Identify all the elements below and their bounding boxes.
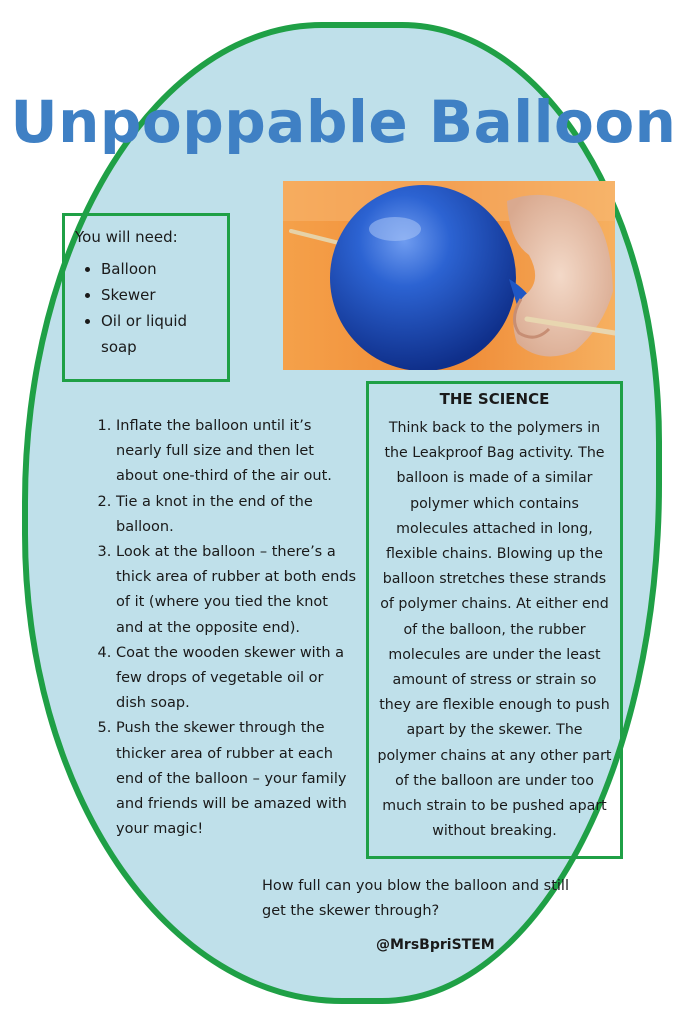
materials-item: • Skewer bbox=[101, 282, 217, 308]
materials-box bbox=[62, 213, 230, 382]
materials-heading: You will need: bbox=[75, 228, 178, 246]
instruction-step: 4. Coat the wooden skewer with a few drops of vegetable oil or dish soap. bbox=[116, 641, 358, 717]
instruction-step: 2. Tie a knot in the end of the balloon. bbox=[116, 490, 358, 540]
materials-item: • Oil or liquid soap bbox=[101, 308, 217, 360]
challenge-question: How full can you blow the balloon and still get the skewer through? bbox=[262, 878, 569, 919]
page-title: Unpoppable Balloon bbox=[10, 88, 677, 156]
instruction-list bbox=[86, 414, 358, 842]
instruction-step: 3. Look at the balloon – there’s a thick area of rubber at both ends of it (where you tied the knot and at the opposite end). bbox=[116, 540, 358, 641]
science-heading: THE SCIENCE bbox=[439, 390, 550, 408]
author-handle: @MrsBpriSTEM bbox=[376, 937, 495, 953]
instructions bbox=[86, 414, 358, 842]
materials-item: • Balloon bbox=[101, 256, 217, 282]
balloon-illustration bbox=[283, 181, 615, 370]
instruction-step: 1. Inflate the balloon until it’s nearly full size and then let about one-third of the air out. bbox=[116, 414, 358, 490]
instruction-step: 5. Push the skewer through the thicker area of rubber at each end of the balloon – your family and friends will be amazed with your magic! bbox=[116, 716, 358, 842]
materials-list bbox=[75, 256, 217, 360]
balloon-skewer-photo bbox=[283, 181, 615, 370]
science-box bbox=[366, 381, 623, 859]
science-text: Think back to the polymers in the Leakproof Bag activity. The balloon is made of a similar polymer which contains molecules attached in long, flexible chains. Blowing up the balloon stretches these strands of polymer chains. At either end of the balloon, the rubber molecules are under the least amount of stress or strain so they are flexible enough to push apart by the skewer. The polymer chains at any other part of the balloon are under too much strain to be pushed apart without breaking. bbox=[377, 420, 612, 840]
